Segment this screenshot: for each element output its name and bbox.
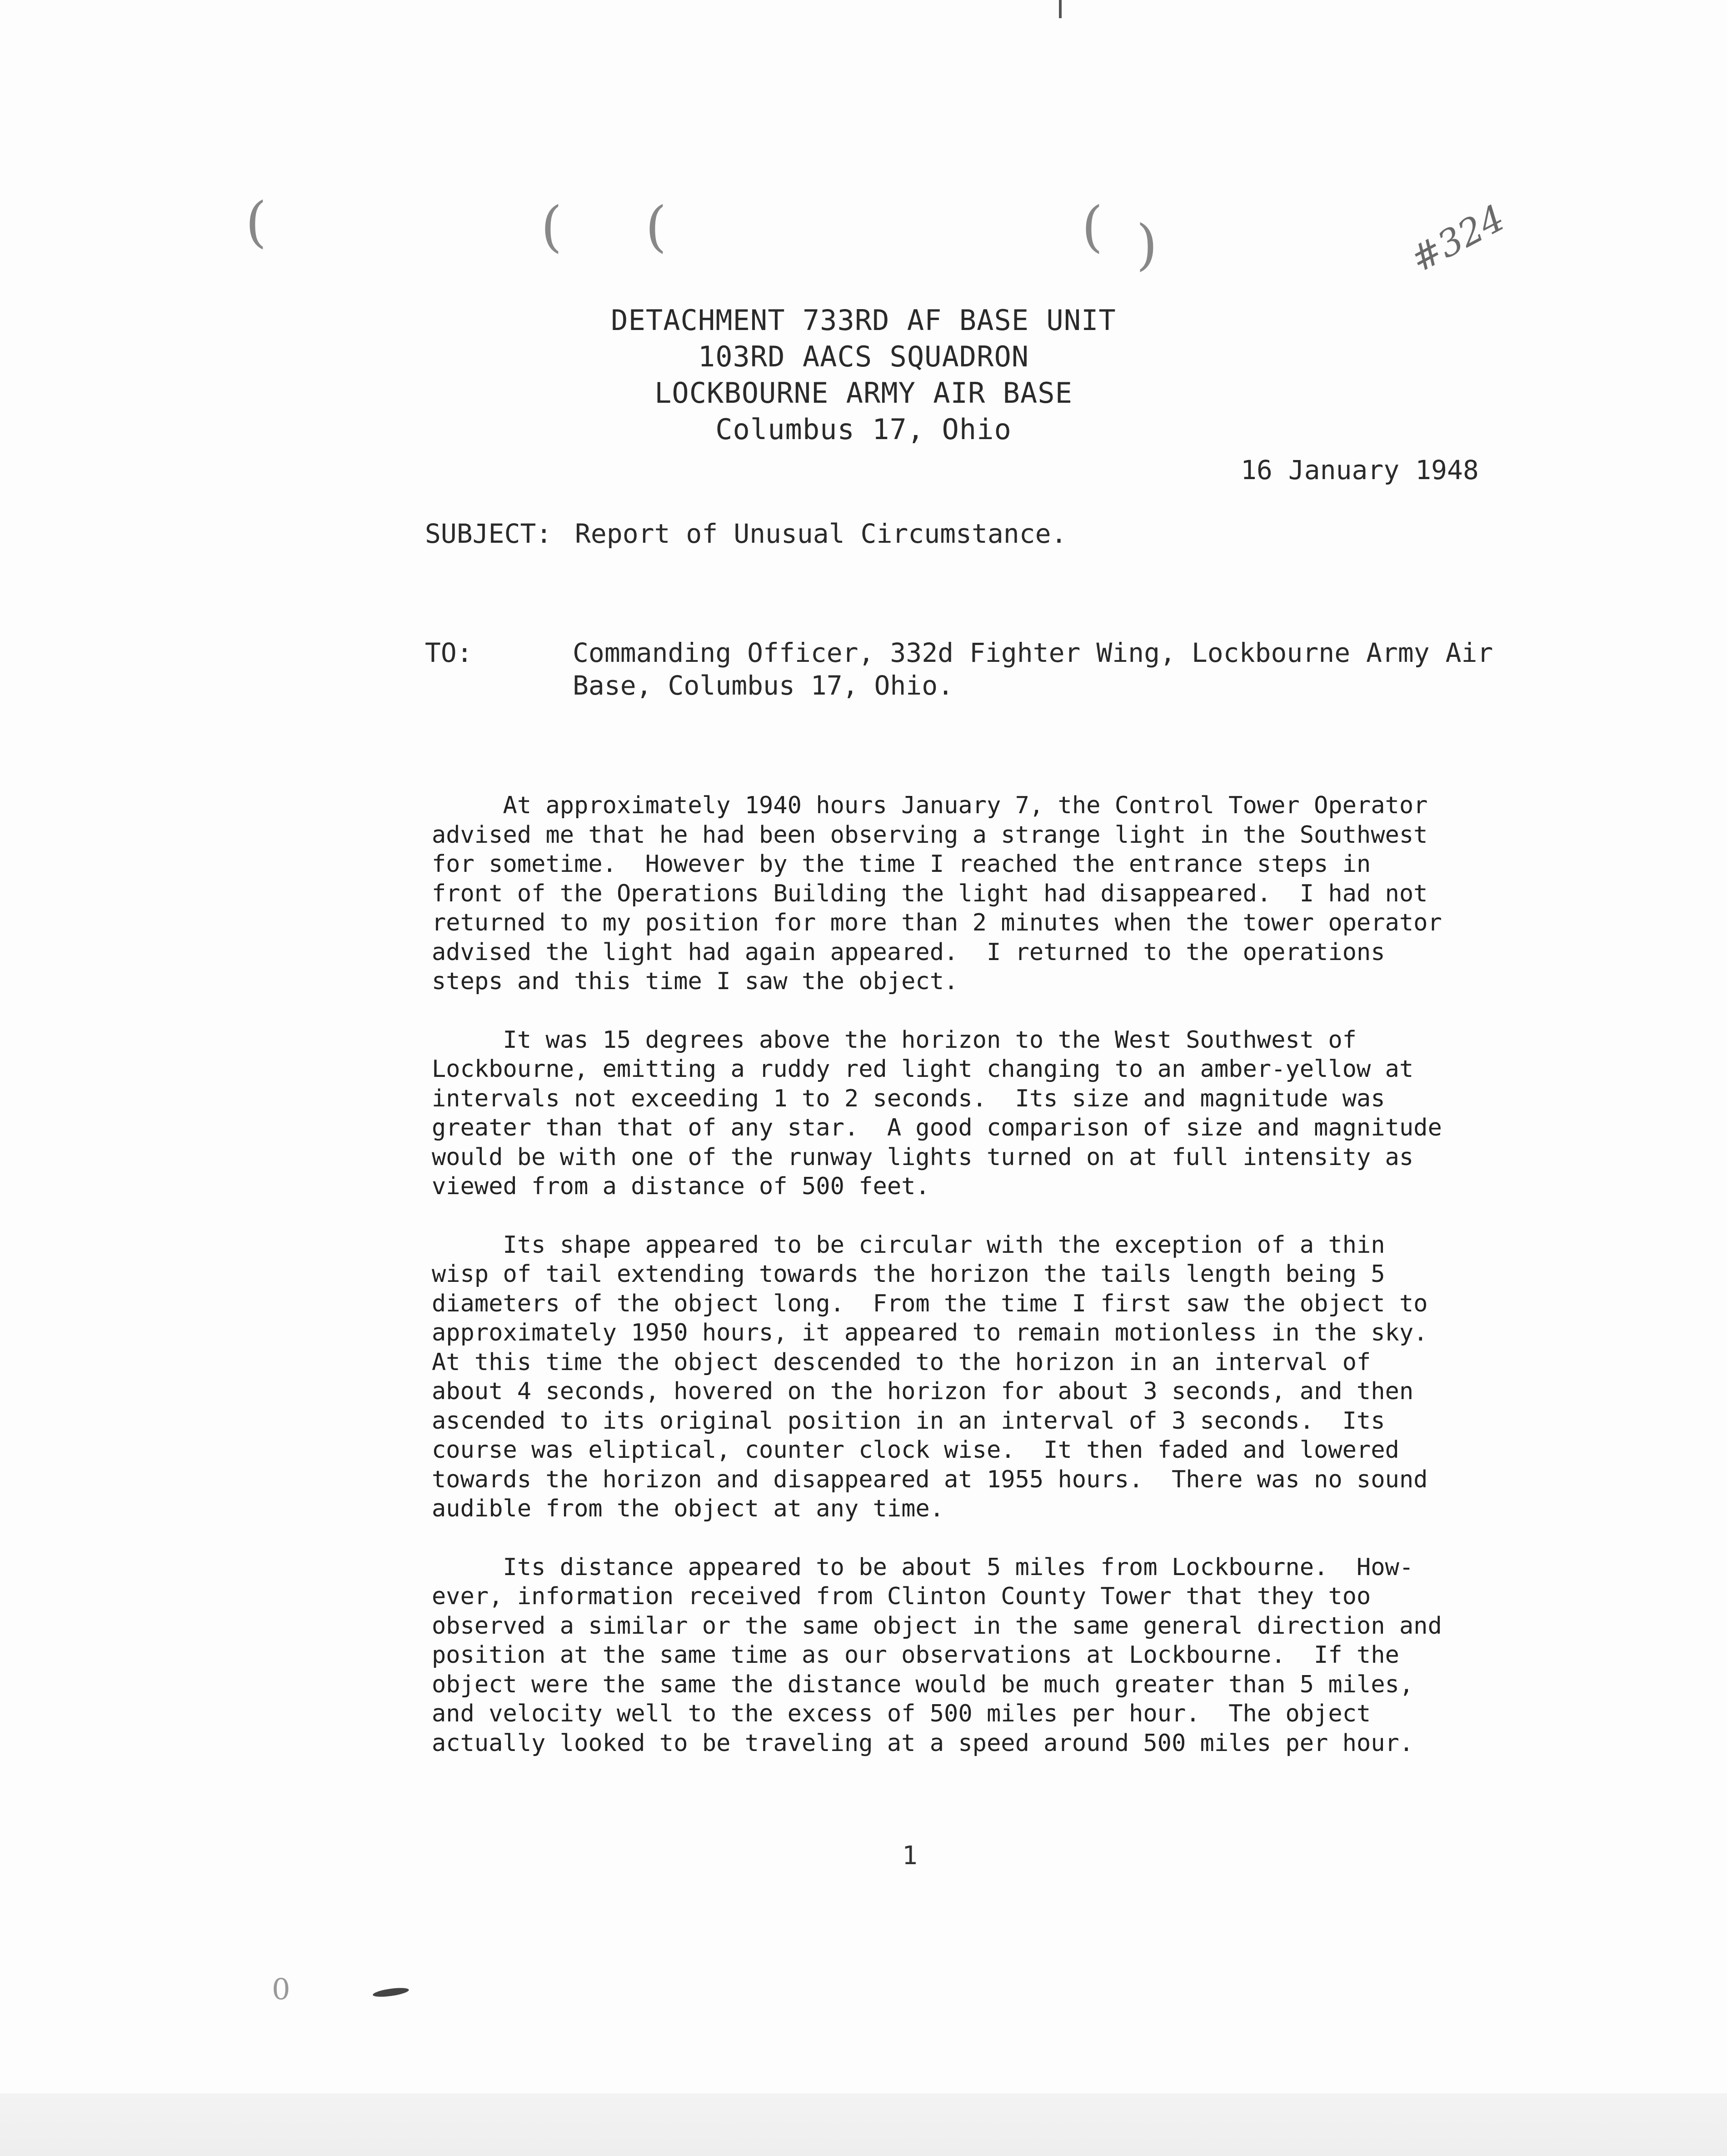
body-line: course was eliptical, counter clock wise. It then faded and lowered <box>432 1436 1399 1464</box>
body-line: steps and this time I saw the object. <box>432 968 958 995</box>
body-line: ascended to its original position in an interval of 3 seconds. Its <box>432 1407 1385 1435</box>
scan-artifact-mark: ( <box>245 191 267 254</box>
letterhead <box>523 302 1204 448</box>
scan-artifact-mark: ) <box>1136 214 1158 277</box>
body-line: At approximately 1940 hours January 7, the Control Tower Operator <box>432 792 1428 819</box>
scan-artifact-mark: ( <box>541 195 562 259</box>
body-line: intervals not exceeding 1 to 2 seconds. Its size and magnitude was <box>432 1085 1385 1112</box>
report-body <box>432 791 1486 1787</box>
addressee-text <box>573 636 1493 702</box>
body-line: observed a similar or the same object in the same general direction and <box>432 1612 1442 1640</box>
body-line: ever, information received from Clinton County Tower that they too <box>432 1583 1371 1610</box>
to-label: TO: <box>425 637 473 668</box>
body-line: object were the same the distance would be much greater than 5 miles, <box>432 1671 1414 1698</box>
letterhead-unit: DETACHMENT 733RD AF BASE UNIT <box>611 304 1116 337</box>
body-line: advised the light had again appeared. I returned to the operations <box>432 938 1385 966</box>
letterhead-city: Columbus 17, Ohio <box>715 413 1012 446</box>
letterhead-squadron: 103RD AACS SQUADRON <box>698 340 1029 373</box>
body-line: and velocity well to the excess of 500 miles per hour. The object <box>432 1700 1371 1727</box>
body-line: returned to my position for more than 2 minutes when the tower operator <box>432 909 1442 936</box>
paragraph-shape-motion <box>432 1231 1486 1524</box>
body-line: position at the same time as our observations at Lockbourne. If the <box>432 1641 1399 1669</box>
body-line: wisp of tail extending towards the horizon the tails length being 5 <box>432 1261 1385 1288</box>
body-line: about 4 seconds, hovered on the horizon for about 3 seconds, and then <box>432 1378 1414 1405</box>
addressee-line: Base, Columbus 17, Ohio. <box>573 670 954 701</box>
body-line: Its distance appeared to be about 5 miles from Lockbourne. How- <box>432 1553 1414 1581</box>
body-line: viewed from a distance of 500 feet. <box>432 1173 930 1200</box>
body-line: Lockbourne, emitting a ruddy red light changing to an amber-yellow at <box>432 1055 1414 1083</box>
body-line: At this time the object descended to the horizon in an interval of <box>432 1348 1371 1376</box>
handwritten-annotation: #324 <box>1403 196 1512 281</box>
subject-text: Report of Unusual Circumstance. <box>575 518 1067 549</box>
body-line: Its shape appeared to be circular with the exception of a thin <box>432 1231 1385 1259</box>
scan-artifact-mark: ( <box>645 195 667 259</box>
body-line: diameters of the object long. From the time I first saw the object to <box>432 1290 1428 1317</box>
scan-artifact-mark: 0 <box>272 1973 290 2006</box>
body-line: approximately 1950 hours, it appeared to remain motionless in the sky. <box>432 1319 1428 1346</box>
page-number: 1 <box>902 1841 918 1871</box>
scan-edge-mark <box>1059 0 1062 18</box>
body-line: front of the Operations Building the light had disappeared. I had not <box>432 880 1428 907</box>
scan-bottom-edge <box>0 2093 1727 2156</box>
body-line: for sometime. However by the time I reached the entrance steps in <box>432 850 1371 878</box>
addressee-line: Commanding Officer, 332d Fighter Wing, Lockbourne Army Air <box>573 637 1493 668</box>
body-line: towards the horizon and disappeared at 1955 hours. There was no sound <box>432 1466 1428 1493</box>
body-line: greater than that of any star. A good comparison of size and magnitude <box>432 1114 1442 1141</box>
subject-line <box>425 518 1067 549</box>
body-line: It was 15 degrees above the horizon to the West Southwest of <box>432 1026 1357 1054</box>
body-line: audible from the object at any time. <box>432 1495 944 1522</box>
paragraph-appearance <box>432 1025 1486 1201</box>
paragraph-sighting <box>432 791 1486 996</box>
letterhead-base: LOCKBOURNE ARMY AIR BASE <box>654 376 1073 410</box>
body-line: advised me that he had been observing a strange light in the Southwest <box>432 821 1428 849</box>
ink-smudge <box>372 1986 409 1999</box>
subject-label: SUBJECT: <box>425 518 552 549</box>
paragraph-distance <box>432 1553 1486 1758</box>
body-line: actually looked to be traveling at a speed around 500 miles per hour. <box>432 1729 1414 1757</box>
scan-artifact-mark: ( <box>1082 195 1103 259</box>
document-date: 16 January 1948 <box>1241 455 1479 485</box>
body-line: would be with one of the runway lights turned on at full intensity as <box>432 1143 1414 1171</box>
